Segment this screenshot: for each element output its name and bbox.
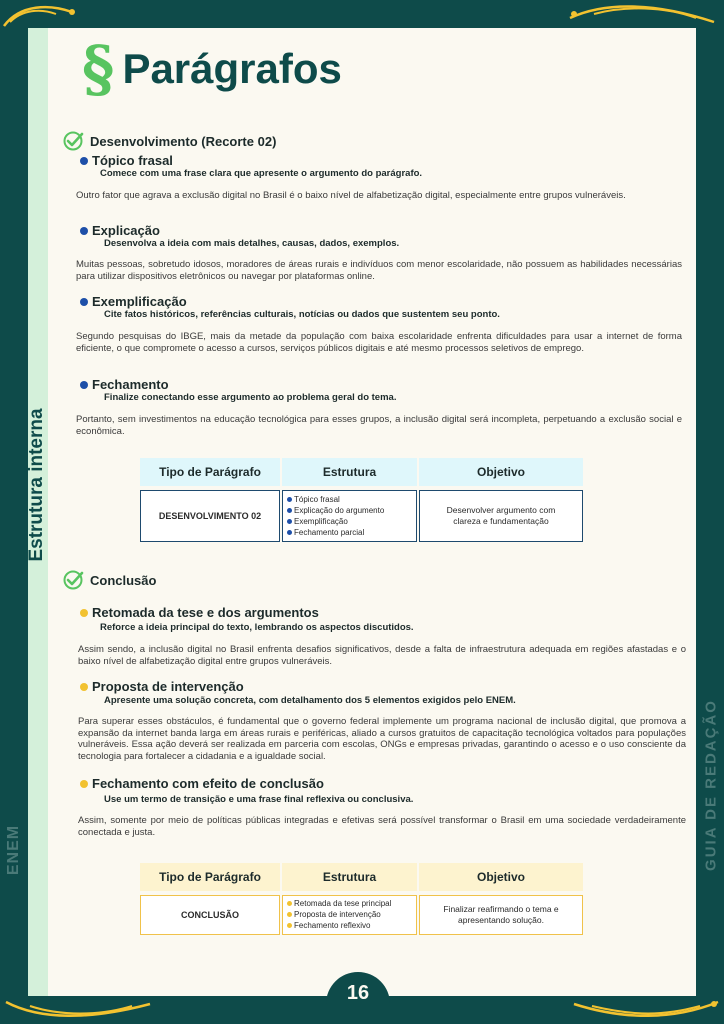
item-title: Retomada da tese e dos argumentos xyxy=(80,605,319,620)
item-text: Portanto, sem investimentos na educação tecnológica para esses grupos, a inclusão digital será incompleta, perpetuando a exclusão social e econômica. xyxy=(76,414,682,437)
bullet-icon xyxy=(287,508,292,513)
side-left-label: ENEM xyxy=(5,824,22,876)
item-text: Muitas pessoas, sobretudo idosos, moradores de áreas rurais e indivíduos com menor escolaridade, não possuem as habilidades necessárias para utilizar dispositivos eletrônicos ou navegar por plataformas online. xyxy=(76,259,682,282)
item-text: Assim, somente por meio de políticas públicas integradas e efetivas será possível transformar o Brasil em uma sociedade verdadeiramente conectada e justa. xyxy=(78,815,686,838)
bullet-icon xyxy=(287,912,292,917)
list-item: Exemplificação xyxy=(287,516,412,527)
check-circle-icon xyxy=(62,130,84,152)
section-sign-icon: § xyxy=(82,32,115,105)
item-hint: Reforce a ideia principal do texto, lembrando os aspectos discutidos. xyxy=(100,622,414,633)
table-cell-objective: Finalizar reafirmando o tema e apresentando solução. xyxy=(419,895,583,935)
bullet-icon xyxy=(287,923,292,928)
table-cell-type: CONCLUSÃO xyxy=(140,895,280,935)
table-header: Estrutura xyxy=(282,863,417,891)
item-title: Exemplificação xyxy=(80,294,187,309)
item-hint: Comece com uma frase clara que apresente o argumento do parágrafo. xyxy=(100,168,423,179)
item-hint: Finalize conectando esse argumento ao problema geral do tema. xyxy=(104,392,397,403)
item-title: Proposta de intervenção xyxy=(80,679,244,694)
page-title: Parágrafos xyxy=(122,45,342,92)
table-cell-structure xyxy=(282,895,417,935)
table-cell-structure xyxy=(282,490,417,542)
flourish-top-right-icon xyxy=(564,0,724,28)
table-header: Tipo de Parágrafo xyxy=(140,863,280,891)
list-item: Explicação do argumento xyxy=(287,505,412,516)
bullet-icon xyxy=(287,519,292,524)
bullet-icon xyxy=(287,530,292,535)
page-header xyxy=(82,32,342,105)
page-number: 16 xyxy=(346,982,370,1004)
flourish-bottom-right-icon xyxy=(564,996,724,1024)
list-item: Tópico frasal xyxy=(287,494,412,505)
item-title: Tópico frasal xyxy=(80,153,173,168)
item-text: Assim sendo, a inclusão digital no Brasil enfrenta desafios significativos, desde a falta de infraestrutura adequada em regiões afastadas e o baixo nível de alfabetização digital entre grupos vulneráveis. xyxy=(78,644,686,667)
item-hint: Cite fatos históricos, referências culturais, notícias ou dados que sustentem seu ponto. xyxy=(104,309,500,320)
item-text: Segundo pesquisas do IBGE, mais da metade da população com baixa escolaridade enfrenta dificuldades para usar a internet de forma eficiente, o que compromete o acesso a cursos, serviços públicos digitais e até mesmo processos seletivos de emprego. xyxy=(76,331,682,354)
table-header: Estrutura xyxy=(282,458,417,486)
table-cell-type: DESENVOLVIMENTO 02 xyxy=(140,490,280,542)
flourish-bottom-left-icon xyxy=(0,996,160,1024)
bullet-icon xyxy=(80,227,88,235)
section-heading-label: Conclusão xyxy=(90,572,157,588)
side-title: Estrutura interna xyxy=(26,408,47,562)
table-header: Tipo de Parágrafo xyxy=(140,458,280,486)
table-cell-objective: Desenvolver argumento com clareza e fundamentação xyxy=(419,490,583,542)
item-hint: Apresente uma solução concreta, com detalhamento dos 5 elementos exigidos pelo ENEM. xyxy=(104,695,516,706)
bullet-icon xyxy=(287,901,292,906)
item-hint: Use um termo de transição e uma frase final reflexiva ou conclusiva. xyxy=(104,794,414,805)
bullet-icon xyxy=(80,298,88,306)
flourish-top-left-icon xyxy=(0,0,80,30)
list-item: Retomada da tese principal xyxy=(287,898,412,909)
table-header: Objetivo xyxy=(419,863,583,891)
item-title: Fechamento com efeito de conclusão xyxy=(80,776,324,791)
table-header: Objetivo xyxy=(419,458,583,486)
check-circle-icon xyxy=(62,569,84,591)
bullet-icon xyxy=(287,497,292,502)
section-heading-conclusao xyxy=(62,569,156,591)
bullet-icon xyxy=(80,683,88,691)
list-item: Fechamento parcial xyxy=(287,527,412,538)
section-heading-desenvolvimento xyxy=(62,130,276,152)
item-hint: Desenvolva a ideia com mais detalhes, causas, dados, exemplos. xyxy=(104,238,400,249)
item-text: Outro fator que agrava a exclusão digital no Brasil é o baixo nível de alfabetização digital, especialmente entre grupos vulneráveis. xyxy=(76,190,626,201)
section-heading-label: Desenvolvimento (Recorte 02) xyxy=(90,133,277,149)
item-title: Fechamento xyxy=(80,377,169,392)
item-title: Explicação xyxy=(80,223,160,238)
bullet-icon xyxy=(80,157,88,165)
bullet-icon xyxy=(80,780,88,788)
list-item: Proposta de intervenção xyxy=(287,909,412,920)
side-right-label: GUIA DE REDAÇÃO xyxy=(702,699,720,871)
bullet-icon xyxy=(80,381,88,389)
list-item: Fechamento reflexivo xyxy=(287,920,412,931)
bullet-icon xyxy=(80,609,88,617)
item-text: Para superar esses obstáculos, é fundamental que o governo federal implemente um programa nacional de inclusão digital, que promova a expansão da internet banda larga em áreas rurais e periféricas, aliado a cursos gratuitos de capacitação tecnológica voltados para populações vulneráveis. Essa ação deverá ser realizada em parceria com escolas, ONGs e empresas privadas, garantindo o acesso e o uso consciente da tecnologia para fortalecer a cidadania e a igualdade social. xyxy=(78,716,686,762)
